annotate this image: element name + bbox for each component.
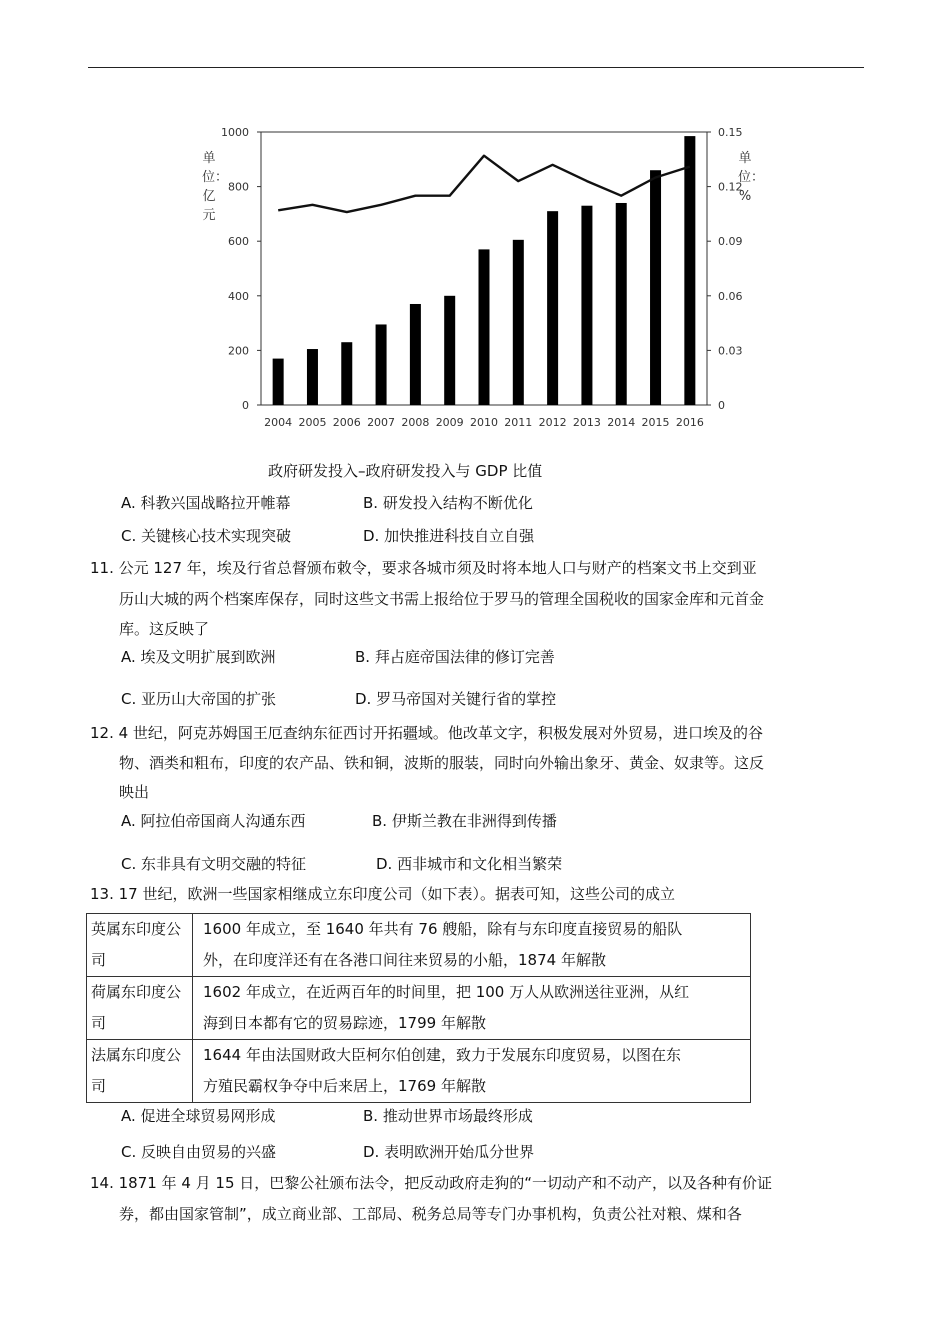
q14-stem-line-1: 14. 1871 年 4 月 15 日，巴黎公社颁布法令，把反动政府走狗的“一切动产和不动产，以及各种有价证 <box>90 1174 773 1192</box>
q12-stem-line-2: 物、酒类和粗布，印度的农产品、铁和铜，波斯的服装，同时向外输出象牙、黄金、奴隶等。这反 <box>119 754 765 772</box>
q12-option-a[interactable]: A. 阿拉伯帝国商人沟通东西 <box>121 812 306 830</box>
bar-2015 <box>650 170 661 405</box>
ratio-line <box>278 156 690 212</box>
x-tick-label: 2009 <box>435 416 464 429</box>
x-tick-label: 2004 <box>264 416 293 429</box>
x-tick-label: 2012 <box>538 416 567 429</box>
bar-2011 <box>513 240 524 405</box>
east-india-companies-table <box>86 913 751 1103</box>
left-tick-label: 1000 <box>221 126 249 139</box>
q12-option-d[interactable]: D. 西非城市和文化相当繁荣 <box>376 855 563 873</box>
bar-2009 <box>444 296 455 405</box>
left-tick-label: 800 <box>228 180 249 194</box>
q12-option-c[interactable]: C. 东非具有文明交融的特征 <box>121 855 307 873</box>
left-tick-label: 200 <box>228 344 249 358</box>
q12-stem-line-3: 映出 <box>119 783 150 801</box>
q10-option-c[interactable]: C. 关键核心技术实现突破 <box>121 527 292 545</box>
page-header-rule <box>88 67 864 68</box>
left-tick-label: 400 <box>228 289 249 303</box>
company-name-cell: 法属东印度公 司 <box>87 1040 193 1103</box>
bar-2004 <box>273 359 284 405</box>
q11-option-d[interactable]: D. 罗马帝国对关键行省的掌控 <box>355 690 557 708</box>
q10-option-a[interactable]: A. 科教兴国战略拉开帷幕 <box>121 494 291 512</box>
bar-2016 <box>684 136 695 405</box>
table-row <box>87 914 751 977</box>
right-tick-label: 0 <box>718 399 725 412</box>
company-name-cell: 英属东印度公 司 <box>87 914 193 977</box>
chart-caption: 政府研发投入–政府研发投入与 GDP 比值 <box>268 462 543 480</box>
x-tick-label: 2010 <box>470 416 498 429</box>
right-axis-label: 单位：% <box>738 151 765 204</box>
company-desc-cell: 1600 年成立，至 1640 年共有 76 艘船，除有与东印度直接贸易的船队 外，在印度洋还有在各港口间往来贸易的小船，1874 年解散 <box>193 914 751 977</box>
q12-option-b[interactable]: B. 伊斯兰教在非洲得到传播 <box>372 812 557 830</box>
table-row <box>87 977 751 1040</box>
right-tick-label: 0.03 <box>718 344 743 358</box>
chart-container <box>200 115 765 445</box>
q11-option-a[interactable]: A. 埃及文明扩展到欧洲 <box>121 648 276 666</box>
x-tick-label: 2011 <box>504 416 533 429</box>
combo-chart <box>200 115 743 445</box>
bar-2012 <box>547 211 558 405</box>
q13-option-c[interactable]: C. 反映自由贸易的兴盛 <box>121 1143 277 1161</box>
x-tick-label: 2007 <box>367 416 396 429</box>
q11-stem-line-2: 历山大城的两个档案库保存，同时这些文书需上报给位于罗马的管理全国税收的国家金库和元首金 <box>119 590 765 608</box>
x-tick-label: 2013 <box>572 416 601 429</box>
company-desc-cell: 1644 年由法国财政大臣柯尔伯创建，致力于发展东印度贸易，以图在东 方殖民霸权争夺中后来居上，1769 年解散 <box>193 1040 751 1103</box>
q10-option-d[interactable]: D. 加快推进科技自立自强 <box>363 527 535 545</box>
q11-stem-line-3: 库。这反映了 <box>119 620 210 638</box>
bar-2014 <box>616 203 627 405</box>
right-tick-label: 0.09 <box>718 235 743 249</box>
bar-2005 <box>307 349 318 405</box>
bar-2007 <box>376 324 387 405</box>
left-tick-label: 600 <box>228 235 249 249</box>
bar-2008 <box>410 304 421 405</box>
right-tick-label: 0.15 <box>718 126 743 139</box>
x-tick-label: 2005 <box>298 416 327 429</box>
q14-stem-line-2: 券，都由国家管制”，成立商业部、工部局、税务总局等专门办事机构，负责公社对粮、煤和各 <box>119 1205 742 1223</box>
bar-2010 <box>479 249 490 405</box>
q13-option-d[interactable]: D. 表明欧洲开始瓜分世界 <box>363 1143 535 1161</box>
q11-stem-line-1: 11. 公元 127 年，埃及行省总督颁布敕令，要求各城市须及时将本地人口与财产的档案文书上交到亚 <box>90 559 757 577</box>
q10-option-b[interactable]: B. 研发投入结构不断优化 <box>363 494 533 512</box>
x-tick-label: 2008 <box>401 416 430 429</box>
company-name-cell: 荷属东印度公 司 <box>87 977 193 1040</box>
right-tick-label: 0.12 <box>718 180 743 194</box>
q11-option-c[interactable]: C. 亚历山大帝国的扩张 <box>121 690 277 708</box>
bar-2006 <box>341 342 352 405</box>
left-tick-label: 0 <box>242 399 249 412</box>
q13-option-a[interactable]: A. 促进全球贸易网形成 <box>121 1107 276 1125</box>
q13-stem-line-1: 13. 17 世纪，欧洲一些国家相继成立东印度公司（如下表）。据表可知，这些公司的成立 <box>90 885 675 903</box>
q13-option-b[interactable]: B. 推动世界市场最终形成 <box>363 1107 533 1125</box>
x-tick-label: 2015 <box>641 416 670 429</box>
company-desc-cell: 1602 年成立，在近两百年的时间里，把 100 万人从欧洲送往亚洲，从红 海到日本都有它的贸易踪迹，1799 年解散 <box>193 977 751 1040</box>
table-row <box>87 1040 751 1103</box>
x-tick-label: 2006 <box>332 416 361 429</box>
x-tick-label: 2016 <box>675 416 704 429</box>
left-axis-label: 单位：亿元 <box>202 151 229 223</box>
q11-option-b[interactable]: B. 拜占庭帝国法律的修订完善 <box>355 648 555 666</box>
right-tick-label: 0.06 <box>718 289 743 303</box>
q12-stem-line-1: 12. 4 世纪，阿克苏姆国王厄查纳东征西讨开拓疆域。他改革文字，积极发展对外贸易，进口埃及的谷 <box>90 724 763 742</box>
bar-2013 <box>581 206 592 405</box>
x-tick-label: 2014 <box>607 416 636 429</box>
